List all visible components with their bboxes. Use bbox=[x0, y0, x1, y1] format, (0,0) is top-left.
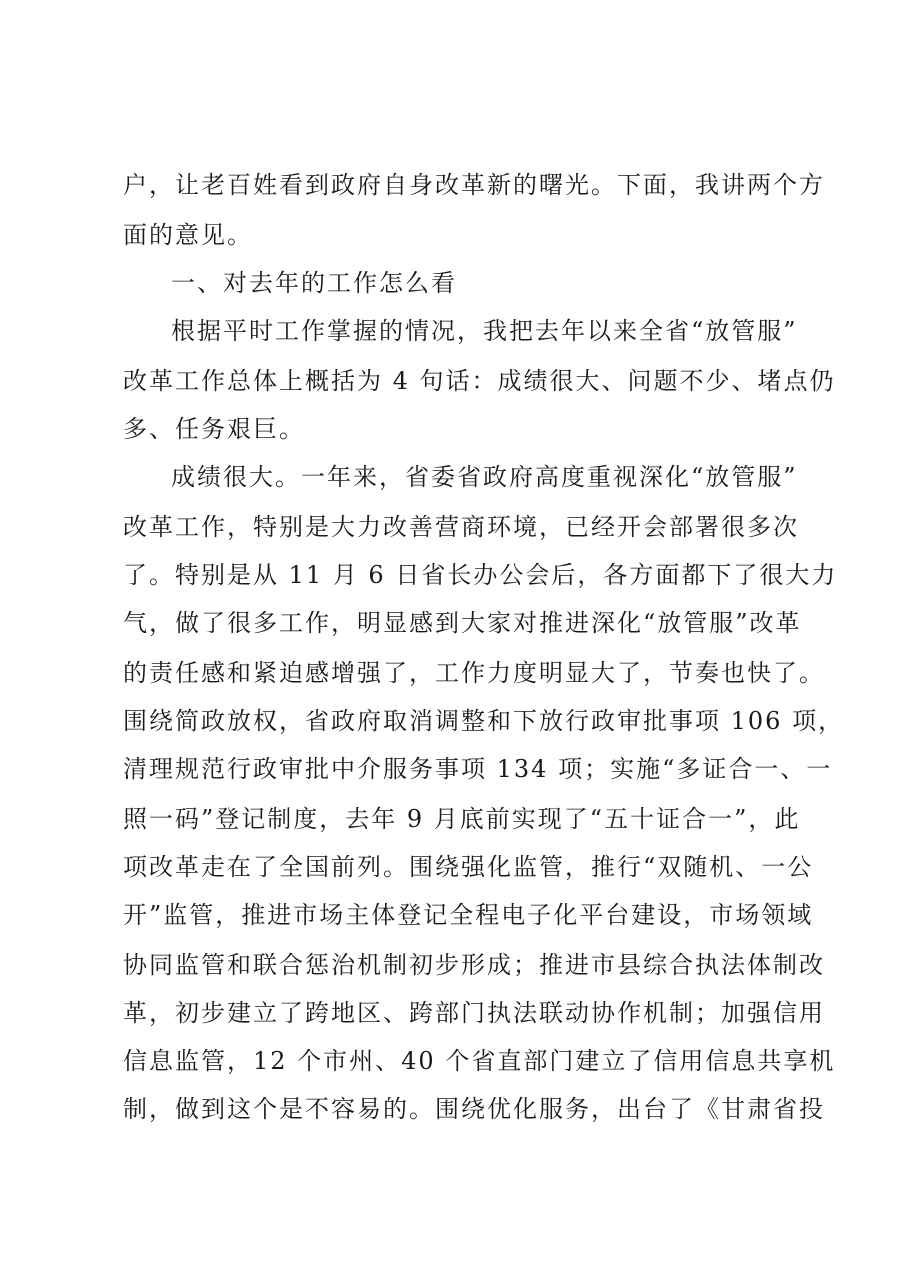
text-line: 制，做到这个是不容易的。围绕优化服务，出台了《甘肃省投 bbox=[123, 1095, 825, 1123]
section-heading: 一、对去年的工作怎么看 bbox=[171, 269, 457, 297]
text-line: 围绕简政放权，省政府取消调整和下放行政审批事项 106 项， bbox=[123, 707, 845, 735]
text-line: 照一码”登记制度，去年 9 月底前实现了“五十证合一”，此 bbox=[123, 805, 801, 833]
text-line: 清理规范行政审批中介服务事项 134 项；实施“多证合一、一 bbox=[123, 755, 833, 783]
text-line: 成绩很大。一年来，省委省政府高度重视深化“放管服” bbox=[171, 463, 798, 491]
text-line: 气，做了很多工作，明显感到大家对推进深化“放管服”改革 bbox=[123, 609, 802, 637]
text-line: 改革工作总体上概括为 4 句话：成绩很大、问题不少、堵点仍 bbox=[123, 367, 836, 395]
text-line: 开”监管，推进市场主体登记全程电子化平台建设，市场领域 bbox=[123, 901, 814, 929]
text-line: 的责任感和紧迫感增强了，工作力度明显大了，节奏也快了。 bbox=[123, 659, 825, 687]
text-line: 协同监管和联合惩治机制初步形成；推进市县综合执法体制改 bbox=[123, 951, 825, 979]
text-line: 了。特别是从 11 月 6 日省长办公会后，各方面都下了很大力 bbox=[123, 561, 838, 589]
text-line: 户，让老百姓看到政府自身改革新的曙光。下面，我讲两个方 bbox=[123, 171, 825, 199]
text-line: 多、任务艰巨。 bbox=[123, 415, 305, 443]
text-line: 信息监管，12 个市州、40 个省直部门建立了信用信息共享机 bbox=[123, 1047, 836, 1075]
text-line: 项改革走在了全国前列。围绕强化监管，推行“双随机、一公 bbox=[123, 853, 814, 881]
text-line: 根据平时工作掌握的情况，我把去年以来全省“放管服” bbox=[171, 317, 798, 345]
text-line: 面的意见。 bbox=[123, 221, 253, 249]
text-line: 革，初步建立了跨地区、跨部门执法联动协作机制；加强信用 bbox=[123, 999, 825, 1027]
text-line: 改革工作，特别是大力改善营商环境，已经开会部署很多次 bbox=[123, 513, 799, 541]
